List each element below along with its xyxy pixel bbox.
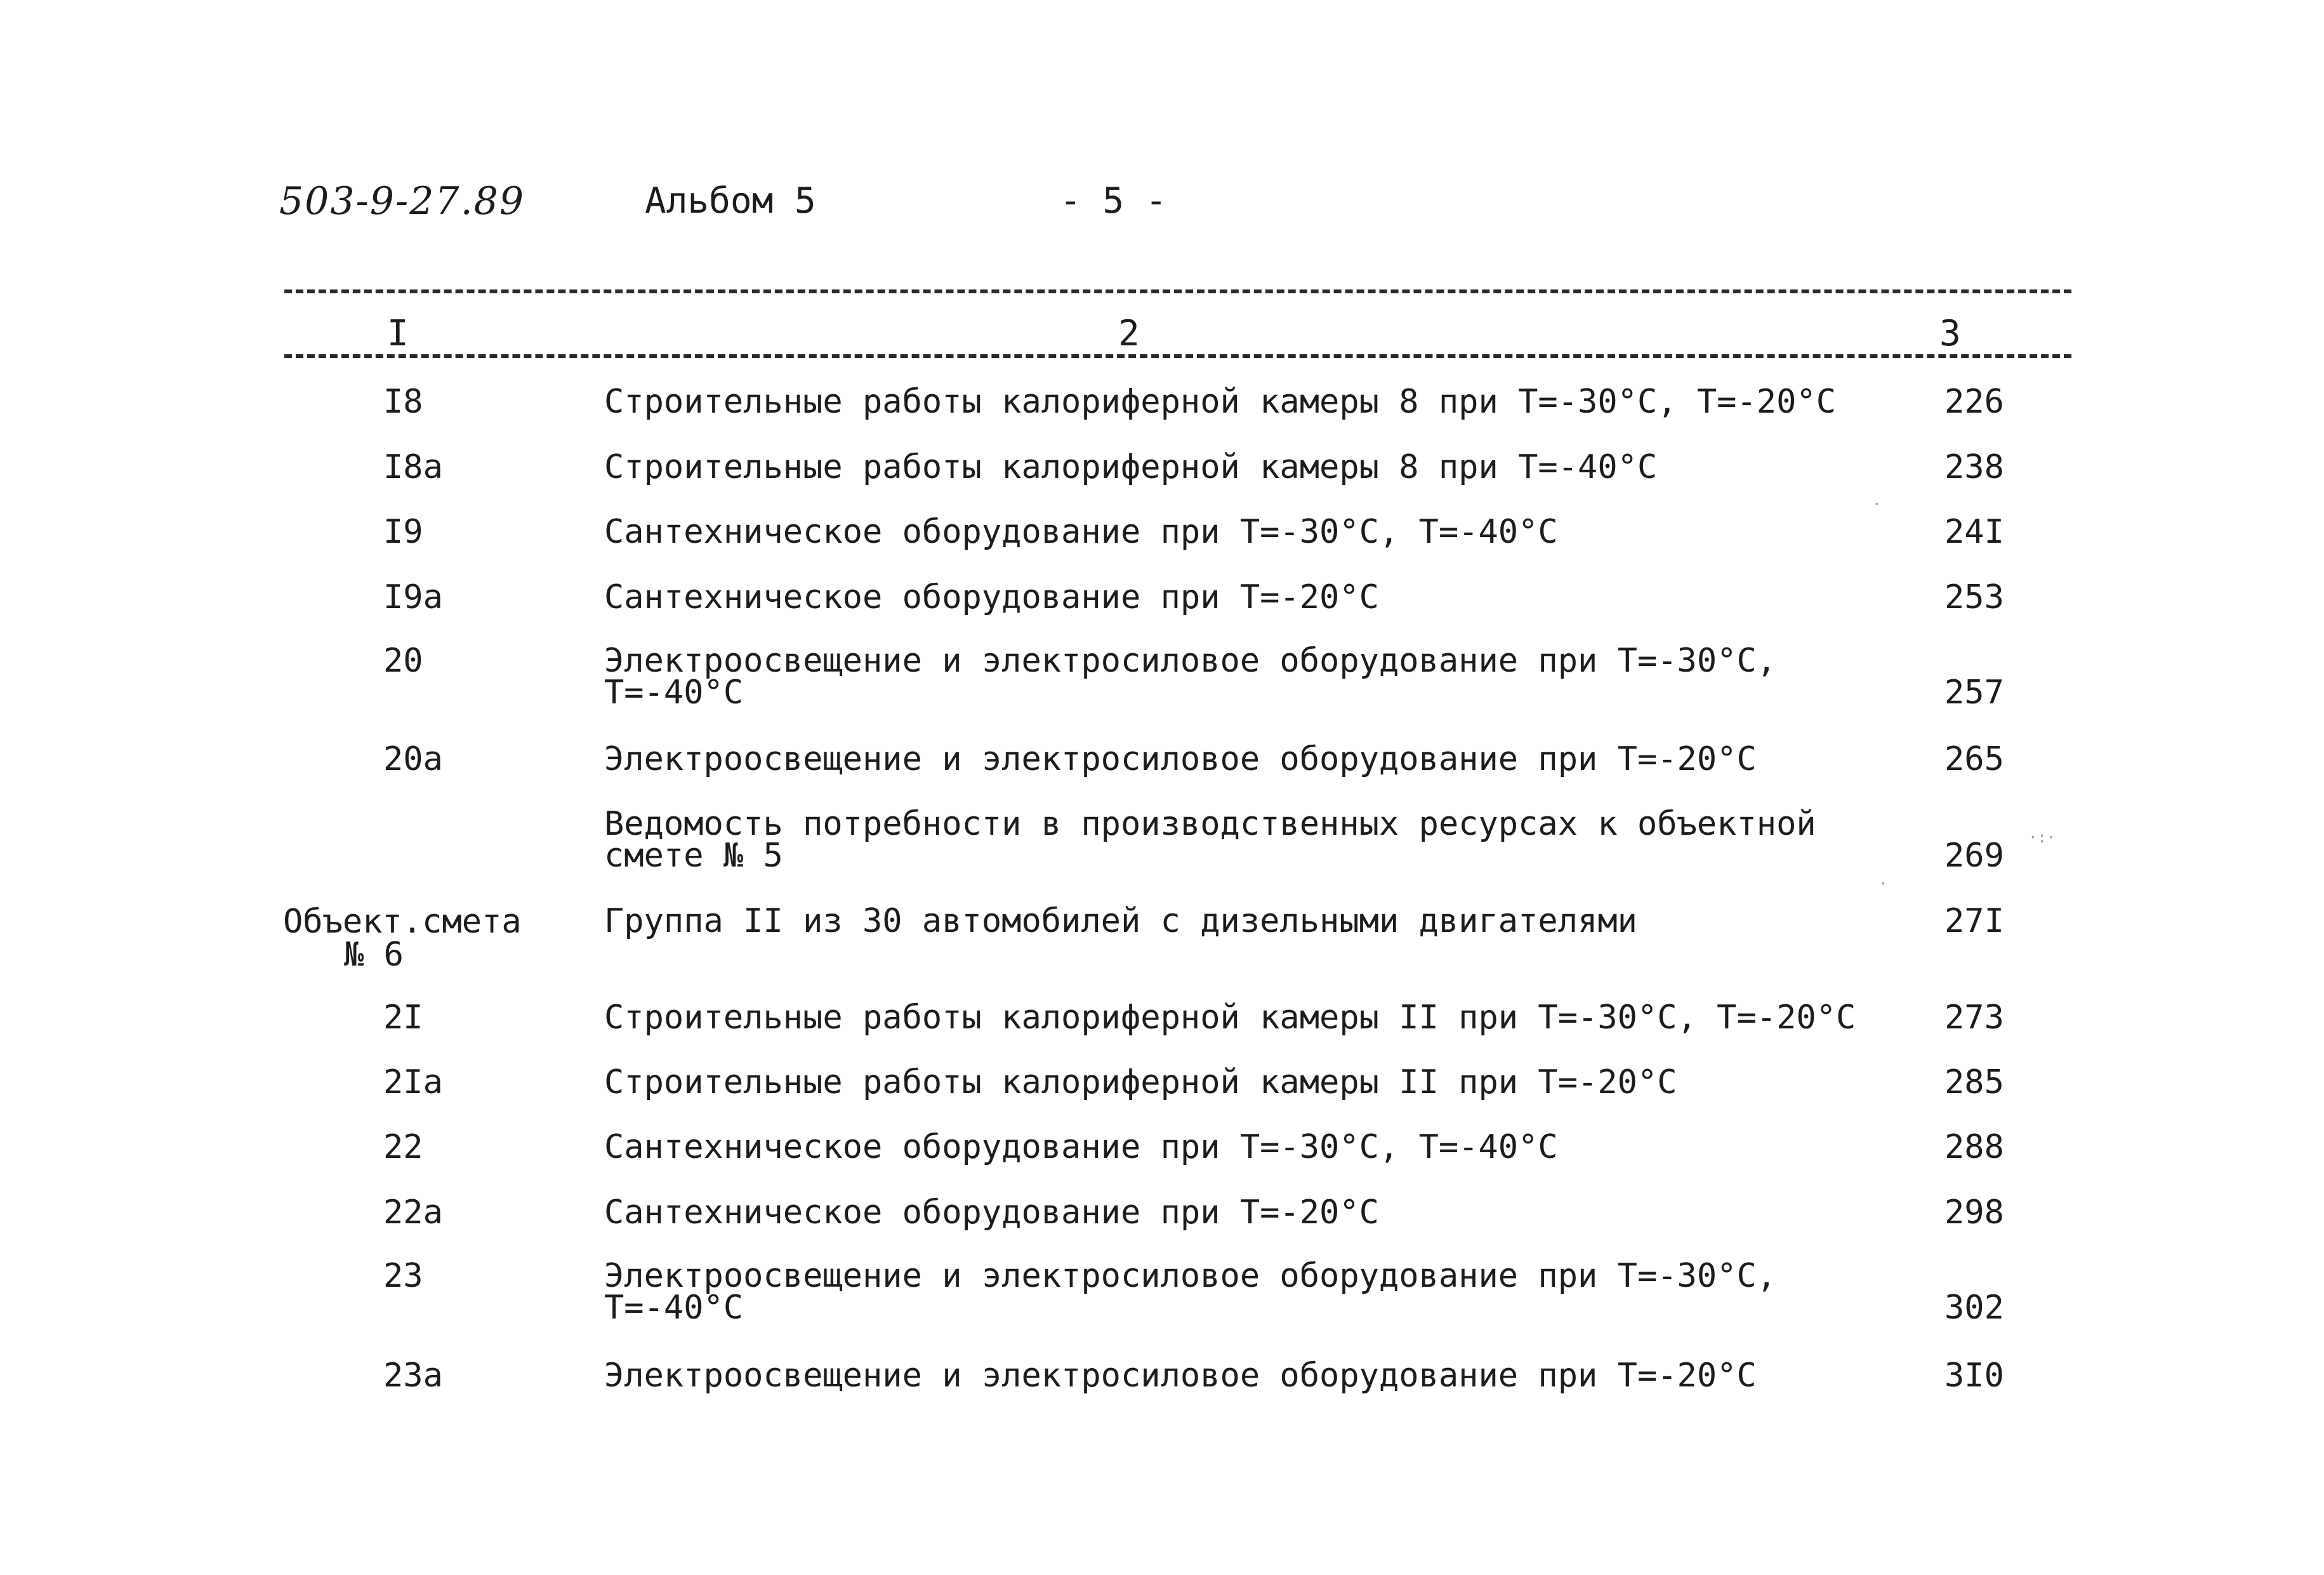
row-description [604, 1193, 1899, 1232]
description-line: Электроосвещение и электросиловое оборудование при T=-30°C, [604, 642, 1777, 680]
description-line: Сантехническое оборудование при T=-20°C [604, 1193, 1379, 1232]
description-line: Сантехническое оборудование при T=-20°C [604, 578, 1379, 616]
row-description [604, 513, 1899, 551]
row-number: 22a [383, 1193, 443, 1232]
description-line: T=-40°C [604, 674, 744, 712]
description-line: Электроосвещение и электросиловое оборудование при T=-20°C [604, 1357, 1757, 1395]
description-line: Электроосвещение и электросиловое оборудование при T=-20°C [604, 740, 1757, 778]
description-line: T=-40°C [604, 1289, 744, 1327]
row-description [604, 1063, 1899, 1101]
column-header-1: I [383, 314, 413, 354]
row-description [604, 1257, 1899, 1327]
scan-speck: ·:· [2028, 828, 2056, 846]
row-number: 2Ia [383, 1063, 443, 1101]
description-line: Строительные работы калориферной камеры 8 при T=-30°C, T=-20°C [604, 383, 1837, 421]
description-line: Строительные работы калориферной камеры II при T=-20°C [604, 1063, 1677, 1101]
row-page: 226 [1944, 383, 2004, 421]
row-page: 269 [1944, 837, 2004, 875]
description-line: смете № 5 [604, 837, 783, 875]
row-number: I9a [383, 578, 443, 616]
row-page: 253 [1944, 578, 2004, 616]
row-page: 27I [1944, 902, 2004, 940]
row-page: 302 [1944, 1289, 2004, 1327]
description-line: Электроосвещение и электросиловое оборудование при T=-30°C, [604, 1257, 1777, 1295]
document-code: 503-9-27.89 [279, 179, 525, 223]
page-number: - 5 - [1060, 180, 1167, 222]
row-description [604, 448, 1899, 486]
row-description [604, 999, 1899, 1037]
row-number: 2I [383, 999, 423, 1037]
column-header-2: 2 [1114, 314, 1144, 354]
album-label: Альбом 5 [645, 180, 816, 222]
row-description [604, 902, 1899, 940]
description-line: Сантехническое оборудование при T=-30°C, T=-40°C [604, 1128, 1558, 1166]
row-page: 265 [1944, 740, 2004, 778]
row-page: 288 [1944, 1128, 2004, 1166]
row-number: 20a [383, 740, 443, 778]
row-number: 22 [383, 1128, 423, 1166]
row-number: I8a [383, 448, 443, 486]
table-header-rule [284, 354, 2071, 358]
column-header-3: 3 [1936, 314, 1965, 354]
row-page: 3I0 [1944, 1357, 2004, 1395]
description-line: Ведомость потребности в производственных ресурсах к объектной [604, 805, 1816, 843]
row-page: 298 [1944, 1193, 2004, 1232]
row-number: 23 [383, 1257, 423, 1295]
description-line: Строительные работы калориферной камеры 8 при T=-40°C [604, 448, 1658, 486]
row-page: 285 [1944, 1063, 2004, 1101]
row-number: 20 [383, 642, 423, 680]
object-estimate-number: № 6 [344, 936, 404, 974]
row-page: 24I [1944, 513, 2004, 551]
object-estimate-label: Объект.смета [283, 903, 522, 941]
row-number: I8 [383, 383, 423, 421]
row-page: 238 [1944, 448, 2004, 486]
table-top-rule [284, 289, 2071, 293]
scan-speck: · [1878, 875, 1888, 893]
row-description [604, 1357, 1899, 1395]
row-description [604, 578, 1899, 616]
row-page: 273 [1944, 999, 2004, 1037]
row-number: I9 [383, 513, 423, 551]
description-line: Строительные работы калориферной камеры II при T=-30°C, T=-20°C [604, 999, 1856, 1037]
row-number: 23a [383, 1357, 443, 1395]
row-description [604, 642, 1899, 712]
description-line: Сантехническое оборудование при T=-30°C, T=-40°C [604, 513, 1558, 551]
scan-speck: · [1872, 495, 1882, 513]
row-description [604, 383, 1899, 421]
row-description [604, 805, 1899, 875]
row-page: 257 [1944, 674, 2004, 712]
description-line: Группа II из 30 автомобилей с дизельными двигателями [604, 902, 1637, 940]
row-description [604, 1128, 1899, 1166]
row-number [283, 903, 522, 974]
row-description [604, 740, 1899, 778]
